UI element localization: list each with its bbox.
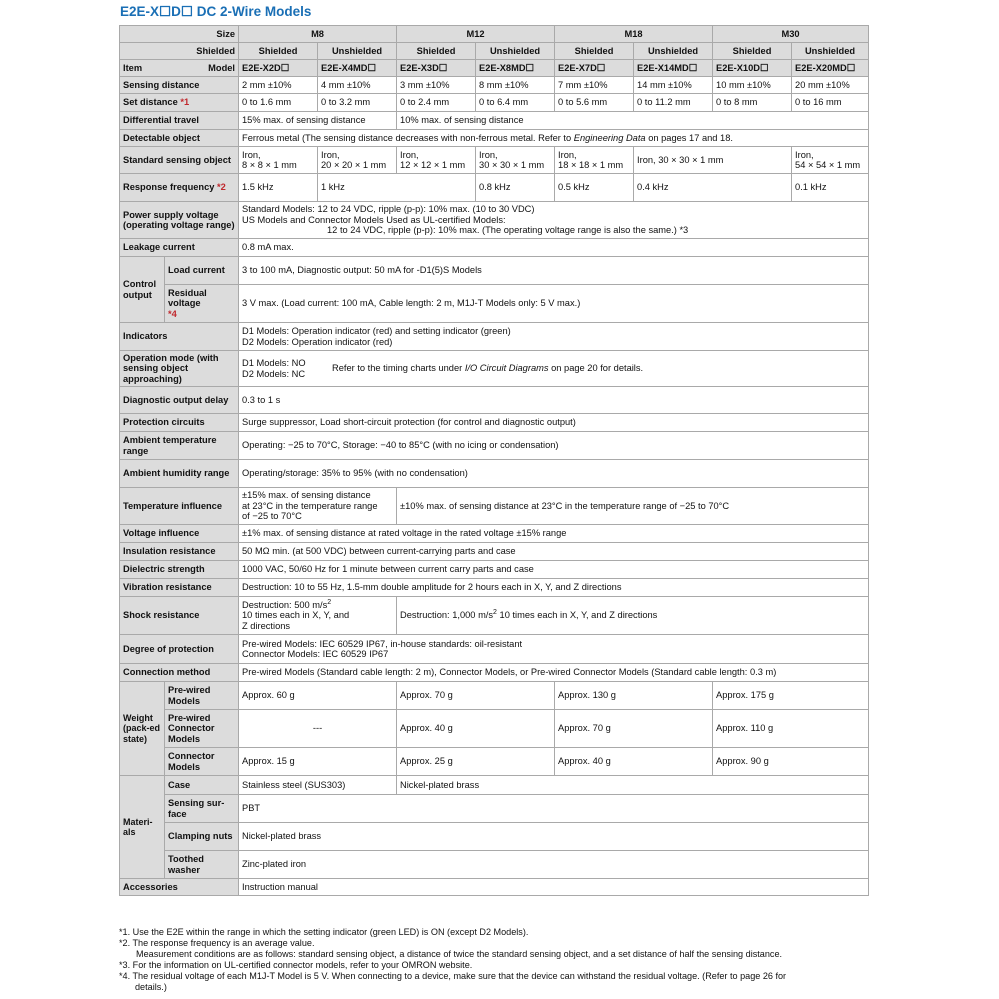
value-cell: Operating: −25 to 70°C, Storage: −40 to 85°C (with no icing or condensation) bbox=[239, 432, 869, 460]
footnote-ref: *4 bbox=[168, 308, 177, 319]
row-label: Standard sensing object bbox=[120, 147, 239, 174]
value-cell: Stainless steel (SUS303) bbox=[239, 776, 397, 795]
value-cell: 10 mm ±10% bbox=[713, 77, 792, 94]
value-cell: 2 mm ±10% bbox=[239, 77, 318, 94]
row-ambient-humidity bbox=[120, 460, 869, 488]
size-m12: M12 bbox=[397, 26, 555, 43]
row-protection bbox=[120, 414, 869, 432]
value-cell: Pre-wired Models (Standard cable length: 2 m), Connector Models, or Pre-wired Connector Models (Standard cable length: 0.3 m) bbox=[239, 664, 869, 682]
footnote: *2. The response frequency is an average value. bbox=[119, 938, 315, 949]
shield-cell: Unshielded bbox=[318, 43, 397, 60]
row-label: Differential travel bbox=[120, 112, 239, 130]
row-material-surface bbox=[120, 795, 869, 823]
value-cell: Approx. 15 g bbox=[239, 748, 397, 776]
sub-row-label: Case bbox=[165, 776, 239, 795]
row-weight-connector bbox=[120, 748, 869, 776]
row-weight-prewired-connector bbox=[120, 710, 869, 748]
value-cell: Surge suppressor, Load short-circuit protection (for control and diagnostic output) bbox=[239, 414, 869, 432]
row-label: Temperature influence bbox=[120, 488, 239, 525]
value-cell: Destruction: 500 $m/s^2$ 10 times each in X, Y, and Z directions bbox=[239, 597, 397, 635]
row-label: Sensing distance bbox=[120, 77, 239, 94]
sub-row-label: Toothed washer bbox=[165, 851, 239, 879]
row-label: Insulation resistance bbox=[120, 543, 239, 561]
row-label: Leakage current bbox=[120, 239, 239, 257]
row-vibration bbox=[120, 579, 869, 597]
value-cell: D1 Models: Operation indicator (red) and setting indicator (green) D2 Models: Operation indicator (red) bbox=[239, 323, 869, 351]
value-cell: Nickel-plated brass bbox=[239, 823, 869, 851]
value-cell: Approx. 40 g bbox=[397, 710, 555, 748]
row-label: Protection circuits bbox=[120, 414, 239, 432]
shield-cell: Shielded bbox=[239, 43, 318, 60]
model-cell: E2E-X8MD☐ bbox=[476, 60, 555, 77]
size-header-row bbox=[120, 26, 869, 43]
page-title: E2E-X☐D☐ DC 2-Wire Models bbox=[120, 4, 312, 19]
row-shock bbox=[120, 597, 869, 635]
row-label: Materi-als bbox=[120, 776, 165, 879]
value-cell: Approx. 110 g bbox=[713, 710, 869, 748]
value-cell: Iron, 8 × 8 × 1 mm bbox=[239, 147, 318, 174]
size-label: Size bbox=[120, 26, 239, 43]
value-cell: Approx. 70 g bbox=[555, 710, 713, 748]
model-cell: E2E-X7D☐ bbox=[555, 60, 634, 77]
row-standard-object bbox=[120, 147, 869, 174]
value-cell: 14 mm ±10% bbox=[634, 77, 713, 94]
value-cell: Nickel-plated brass bbox=[397, 776, 869, 795]
row-diagnostic-delay bbox=[120, 387, 869, 414]
row-differential-travel bbox=[120, 112, 869, 130]
row-residual-voltage bbox=[120, 285, 869, 323]
row-label: Accessories bbox=[120, 879, 239, 896]
value-cell: Destruction: 1,000 $m/s^2$ 10 times each in X, Y, and Z directions bbox=[397, 597, 869, 635]
value-cell: Iron, 30 × 30 × 1 mm bbox=[476, 147, 555, 174]
value-cell: --- bbox=[239, 710, 397, 748]
value-cell: PBT bbox=[239, 795, 869, 823]
value-cell: 0.4 kHz bbox=[634, 174, 792, 202]
row-dielectric bbox=[120, 561, 869, 579]
value-cell: Approx. 70 g bbox=[397, 682, 555, 710]
model-label: Model bbox=[208, 62, 236, 73]
value-cell: 0 to 1.6 mm bbox=[239, 94, 318, 112]
sub-row-label: Pre-wired Connector Models bbox=[165, 710, 239, 748]
value-cell: 20 mm ±10% bbox=[792, 77, 869, 94]
value-cell: 1 kHz bbox=[318, 174, 476, 202]
value-cell: Approx. 60 g bbox=[239, 682, 397, 710]
row-material-nuts bbox=[120, 823, 869, 851]
footnote-ref: *2 bbox=[217, 182, 226, 193]
value-cell: Instruction manual bbox=[239, 879, 869, 896]
shielded-header-row bbox=[120, 43, 869, 60]
row-voltage-influence bbox=[120, 525, 869, 543]
value-cell: Iron, 18 × 18 × 1 mm bbox=[555, 147, 634, 174]
value-cell: 8 mm ±10% bbox=[476, 77, 555, 94]
value-cell: 3 to 100 mA, Diagnostic output: 50 mA for -D1(5)S Models bbox=[239, 257, 869, 285]
shielded-label: Shielded bbox=[120, 43, 239, 60]
row-label: Indicators bbox=[120, 323, 239, 351]
value-cell: Approx. 90 g bbox=[713, 748, 869, 776]
value-cell: Approx. 40 g bbox=[555, 748, 713, 776]
value-cell: 7 mm ±10% bbox=[555, 77, 634, 94]
value-cell: Approx. 130 g bbox=[555, 682, 713, 710]
footnote: *1. Use the E2E within the range in which the setting indicator (green LED) is ON (except D2 Models). bbox=[119, 927, 529, 937]
value-cell: ±10% max. of sensing distance at 23°C in the temperature range of −25 to 70°C bbox=[397, 488, 869, 525]
row-detectable-object bbox=[120, 130, 869, 147]
shield-cell: Shielded bbox=[397, 43, 476, 60]
row-set-distance bbox=[120, 94, 869, 112]
row-response-frequency bbox=[120, 174, 869, 202]
shield-cell: Unshielded bbox=[476, 43, 555, 60]
shield-cell: Unshielded bbox=[792, 43, 869, 60]
value-cell: 0 to 11.2 mm bbox=[634, 94, 713, 112]
value-cell: Iron, 30 × 30 × 1 mm bbox=[634, 147, 792, 174]
footnotes bbox=[119, 927, 871, 994]
model-header-row bbox=[120, 60, 869, 77]
value-cell: Standard Models: 12 to 24 VDC, ripple (p-p): 10% max. (10 to 30 VDC) US Models and Connector Models Used as UL-certified Models: 12 to 24 VDC, ripple (p-p): 10% max. (The operating voltage range is also the same.) *3 bbox=[239, 202, 869, 239]
row-sensing-distance bbox=[120, 77, 869, 94]
specifications-table bbox=[119, 25, 869, 896]
sub-row-label: Pre-wired Models bbox=[165, 682, 239, 710]
model-cell: E2E-X2D☐ bbox=[239, 60, 318, 77]
row-insulation bbox=[120, 543, 869, 561]
item-label: Item bbox=[123, 62, 143, 73]
shield-cell: Shielded bbox=[713, 43, 792, 60]
row-connection bbox=[120, 664, 869, 682]
row-power-supply bbox=[120, 202, 869, 239]
row-label: Vibration resistance bbox=[120, 579, 239, 597]
value-cell: 0 to 16 mm bbox=[792, 94, 869, 112]
sub-row-label: Sensing sur-face bbox=[165, 795, 239, 823]
model-cell: E2E-X10D☐ bbox=[713, 60, 792, 77]
row-protection-degree bbox=[120, 635, 869, 664]
row-label: Response frequency *2 bbox=[120, 174, 239, 202]
value-cell: 4 mm ±10% bbox=[318, 77, 397, 94]
value-cell: Destruction: 10 to 55 Hz, 1.5-mm double amplitude for 2 hours each in X, Y, and Z directions bbox=[239, 579, 869, 597]
row-operation-mode bbox=[120, 351, 869, 387]
value-cell: Operating/storage: 35% to 95% (with no condensation) bbox=[239, 460, 869, 488]
footnote: *4. The residual voltage of each M1J-T Model is 5 V. When connecting to a device, make sure that the device can withstand the residual voltage. (Refer to page 26 for bbox=[119, 971, 787, 982]
size-m18: M18 bbox=[555, 26, 713, 43]
row-label: Ambient humidity range bbox=[120, 460, 239, 488]
row-weight-prewired bbox=[120, 682, 869, 710]
size-m8: M8 bbox=[239, 26, 397, 43]
value-cell: Approx. 25 g bbox=[397, 748, 555, 776]
value-cell: 0 to 2.4 mm bbox=[397, 94, 476, 112]
row-material-case bbox=[120, 776, 869, 795]
value-cell: 0.1 kHz bbox=[792, 174, 869, 202]
row-material-washer bbox=[120, 851, 869, 879]
row-load-current bbox=[120, 257, 869, 285]
value-cell: 0.5 kHz bbox=[555, 174, 634, 202]
value-cell: Iron, 12 × 12 × 1 mm bbox=[397, 147, 476, 174]
value-cell: Approx. 175 g bbox=[713, 682, 869, 710]
row-leakage-current bbox=[120, 239, 869, 257]
row-label: Dielectric strength bbox=[120, 561, 239, 579]
value-cell: 50 MΩ min. (at 500 VDC) between current-carrying parts and case bbox=[239, 543, 869, 561]
row-label: Shock resistance bbox=[120, 597, 239, 635]
value-cell: Iron, 20 × 20 × 1 mm bbox=[318, 147, 397, 174]
shield-cell: Shielded bbox=[555, 43, 634, 60]
value-cell: 1000 VAC, 50/60 Hz for 1 minute between current carry parts and case bbox=[239, 561, 869, 579]
row-label: Power supply voltage (operating voltage range) bbox=[120, 202, 239, 239]
row-label: Degree of protection bbox=[120, 635, 239, 664]
row-label: Operation mode (with sensing object approaching) bbox=[120, 351, 239, 387]
sub-row-label: Residual voltage *4 bbox=[165, 285, 239, 323]
value-cell: ±15% max. of sensing distance at 23°C in the temperature range of −25 to 70°C bbox=[239, 488, 397, 525]
model-cell: E2E-X3D☐ bbox=[397, 60, 476, 77]
value-cell: 3 mm ±10% bbox=[397, 77, 476, 94]
value-cell: Iron, 54 × 54 × 1 mm bbox=[792, 147, 869, 174]
value-cell: 15% max. of sensing distance bbox=[239, 112, 397, 130]
model-cell: E2E-X4MD☐ bbox=[318, 60, 397, 77]
model-cell: E2E-X20MD☐ bbox=[792, 60, 869, 77]
value-cell: 0 to 8 mm bbox=[713, 94, 792, 112]
sub-row-label: Load current bbox=[165, 257, 239, 285]
row-indicators bbox=[120, 323, 869, 351]
row-temperature-influence bbox=[120, 488, 869, 525]
row-label: Set distance *1 bbox=[120, 94, 239, 112]
footnote-ref: *1 bbox=[180, 97, 190, 108]
value-cell: 1.5 kHz bbox=[239, 174, 318, 202]
item-model-header bbox=[120, 60, 239, 77]
row-label: Voltage influence bbox=[120, 525, 239, 543]
value-cell: 0.8 kHz bbox=[476, 174, 555, 202]
sub-row-label: Clamping nuts bbox=[165, 823, 239, 851]
value-cell: Zinc-plated iron bbox=[239, 851, 869, 879]
value-cell: 0 to 5.6 mm bbox=[555, 94, 634, 112]
model-cell: E2E-X14MD☐ bbox=[634, 60, 713, 77]
row-label: Weight (pack-ed state) bbox=[120, 682, 165, 776]
value-cell: 3 V max. (Load current: 100 mA, Cable length: 2 m, M1J-T Models only: 5 V max.) bbox=[239, 285, 869, 323]
shield-cell: Unshielded bbox=[634, 43, 713, 60]
value-cell: D1 Models: NO D2 Models: NC Refer to the timing charts under I/O Circuit Diagrams on page 20 for details. bbox=[239, 351, 869, 387]
footnote: *3. For the information on UL-certified connector models, refer to your OMRON website. bbox=[119, 960, 473, 971]
size-m30: M30 bbox=[713, 26, 869, 43]
row-accessories bbox=[120, 879, 869, 896]
sub-row-label: Connector Models bbox=[165, 748, 239, 776]
row-label: Ambient temperature range bbox=[120, 432, 239, 460]
row-label: Connection method bbox=[120, 664, 239, 682]
row-ambient-temp bbox=[120, 432, 869, 460]
footnote: details.) bbox=[135, 982, 167, 993]
row-label: Diagnostic output delay bbox=[120, 387, 239, 414]
value-cell: 0.3 to 1 s bbox=[239, 387, 869, 414]
value-cell: Pre-wired Models: IEC 60529 IP67, in-house standards: oil-resistant Connector Models: IEC 60529 IP67 bbox=[239, 635, 869, 664]
row-label: Control output bbox=[120, 257, 165, 323]
row-label: Detectable object bbox=[120, 130, 239, 147]
value-cell: 0.8 mA max. bbox=[239, 239, 869, 257]
value-cell: 0 to 3.2 mm bbox=[318, 94, 397, 112]
value-cell: Ferrous metal (The sensing distance decreases with non-ferrous metal. Refer to Engineering Data on pages 17 and 18. bbox=[239, 130, 869, 147]
value-cell: ±1% max. of sensing distance at rated voltage in the rated voltage ±15% range bbox=[239, 525, 869, 543]
footnote: Measurement conditions are as follows: standard sensing object, a distance of twice the standard sensing object, and a set distance of half the sensing distance. bbox=[136, 949, 783, 960]
value-cell: 0 to 6.4 mm bbox=[476, 94, 555, 112]
value-cell: 10% max. of sensing distance bbox=[397, 112, 869, 130]
